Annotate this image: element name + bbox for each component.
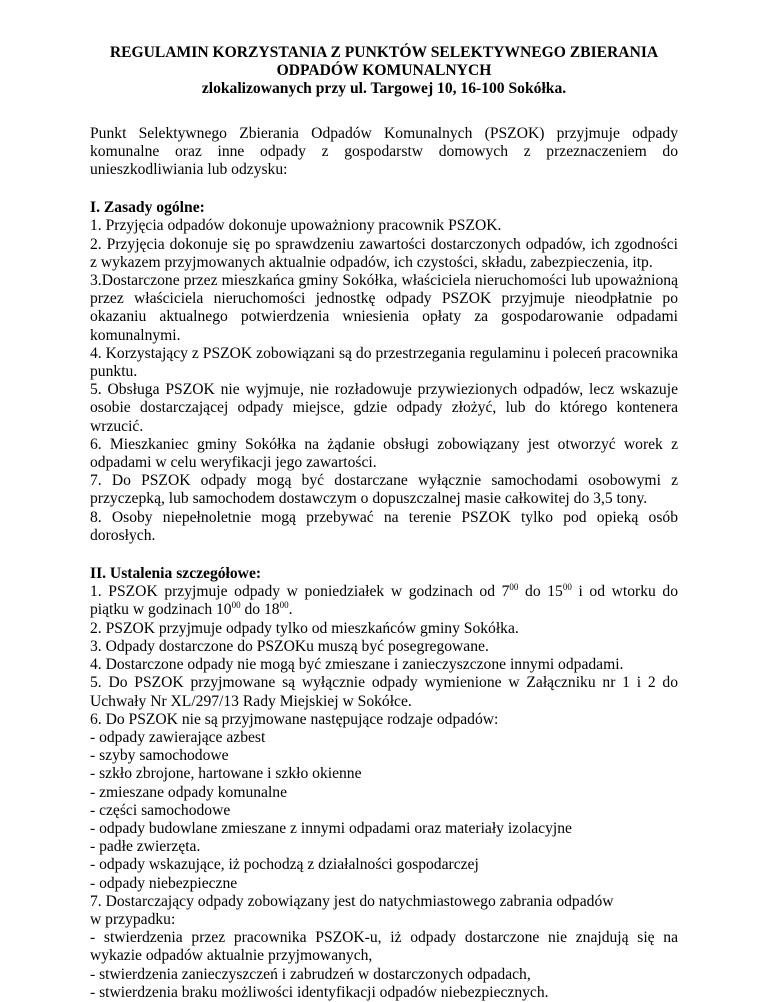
rule-item: 4. Dostarczone odpady nie mogą być zmieszane i zanieczyszczone innymi odpadami. [90,656,624,674]
rule-item: 2. Przyjęcia dokonuje się po sprawdzeniu zawartości dostarczonych odpadów, ich zgodności z wykazem przyjmowanych aktualnie odpadów, ich czystości, składu, zabezpieczenia, itp. [90,235,678,271]
hours-sup: 00 [562,582,572,593]
list-item: - stwierdzenia zanieczyszczeń i zabrudzeń w dostarczonych odpadach, [90,965,531,983]
list-item: - szyby samochodowe [90,747,229,765]
rule-item: 3.Dostarczone przez mieszkańca gminy Sokółka, właściciela nieruchomości lub upoważnioną przez właściciela nieruchomości jednostkę odpady PSZOK przyjmuje nieodpłatnie po okazaniu aktualnego potwierdzenia wniesienia opłaty za gospodarowanie odpadami komunalnymi. [90,272,678,344]
list-item: - części samochodowe [90,801,231,819]
title-line-3: zlokalizowanych przy ul. Targowej 10, 16-100 Sokółka. [201,80,567,98]
section-heading: I. Zasady ogólne: [90,199,205,217]
hours-text: i od wtorku do piątku w godzinach 10 [90,583,679,619]
list-item: - szkło zbrojone, hartowane i szkło okienne [90,765,362,783]
hours-text: 1. PSZOK przyjmuje odpady w poniedziałek w godzinach od 7 [90,583,510,601]
hours-sup: 00 [231,600,241,611]
hours-text: do 18 [240,601,280,619]
rule-item: 1. Przyjęcia odpadów dokonuje upoważniony pracownik PSZOK. [90,217,502,235]
intro-paragraph: Punkt Selektywnego Zbierania Odpadów Komunalnych (PSZOK) przyjmuje odpady komunalne oraz inne odpady z gospodarstw domowych z przeznaczeniem do unieszkodliwiania lub odzysku: [90,124,678,179]
list-item: - padłe zwierzęta. [90,838,201,856]
rule-item: 5. Do PSZOK przyjmowane są wyłącznie odpady wymienione w Załączniku nr 1 i 2 do Uchwały Nr XL/297/13 Rady Miejskiej w Sokółce. [90,674,678,710]
section-detailed-rules [90,565,678,1002]
hours-text: . [288,601,293,619]
rule-item: 6. Do PSZOK nie są przyjmowane następujące rodzaje odpadów: [90,710,499,728]
section-general-rules [90,199,678,545]
title-line-1: REGULAMIN KORZYSTANIA Z PUNKTÓW SELEKTYWNEGO ZBIERANIA [109,44,659,61]
list-item: - odpady wskazujące, iż pochodzą z działalności gospodarczej [90,856,479,874]
hours-sup: 00 [279,600,289,611]
list-item: - odpady budowlane zmieszane z innymi odpadami oraz materiały izolacyjne [90,819,572,837]
rule-item: 3. Odpady dostarczone do PSZOKu muszą być posegregowane. [90,637,489,655]
list-item: - odpady niebezpieczne [90,874,238,892]
list-item: - stwierdzenia przez pracownika PSZOK-u, iż odpady dostarczone nie znajdują się na wykazie odpadów aktualnie przyjmowanych, [90,929,678,965]
rule-item: 6. Mieszkaniec gminy Sokółka na żądanie obsługi zobowiązany jest otworzyć worek z odpadami w celu weryfikacji jego zawartości. [90,435,678,472]
section-heading: II. Ustalenia szczegółowe: [90,565,262,583]
rule-item: 8. Osoby niepełnoletnie mogą przebywać na terenie PSZOK tylko pod opieką osób dorosłych. [90,508,678,544]
rule-item: 5. Obsługa PSZOK nie wyjmuje, nie rozładowuje przywiezionych odpadów, lecz wskazuje osobie dostarczającej odpady miejsce, gdzie odpady złożyć, lub do którego kontenera wrzucić. [90,381,678,435]
list-item: - stwierdzenia braku możliwości identyfikacji odpadów niebezpiecznych. [90,983,549,1001]
title-line-2: ODPADÓW KOMUNALNYCH [276,62,492,80]
rule-item: w przypadku: [90,910,176,928]
hours-text: do 15 [518,583,563,601]
rule-item: 2. PSZOK przyjmuje odpady tylko od mieszkańców gminy Sokółka. [90,619,519,637]
rule-item: 7. Do PSZOK odpady mogą być dostarczane wyłącznie samochodami osobowymi z przyczepką, lub samochodem dostawczym o dopuszczalnej masie całkowitej do 3,5 tony. [90,472,678,508]
rule-item: 4. Korzystający z PSZOK zobowiązani są do przestrzegania regulaminu i poleceń pracownika punktu. [90,344,678,381]
hours-sup: 00 [509,582,519,593]
rule-item: 7. Dostarczający odpady zobowiązany jest do natychmiastowego zabrania odpadów [90,892,614,910]
rule-item: - odpady zawierające azbest [90,728,266,746]
opening-hours-item [90,583,678,619]
document-title [90,44,678,99]
list-item: - zmieszane odpady komunalne [90,783,288,801]
